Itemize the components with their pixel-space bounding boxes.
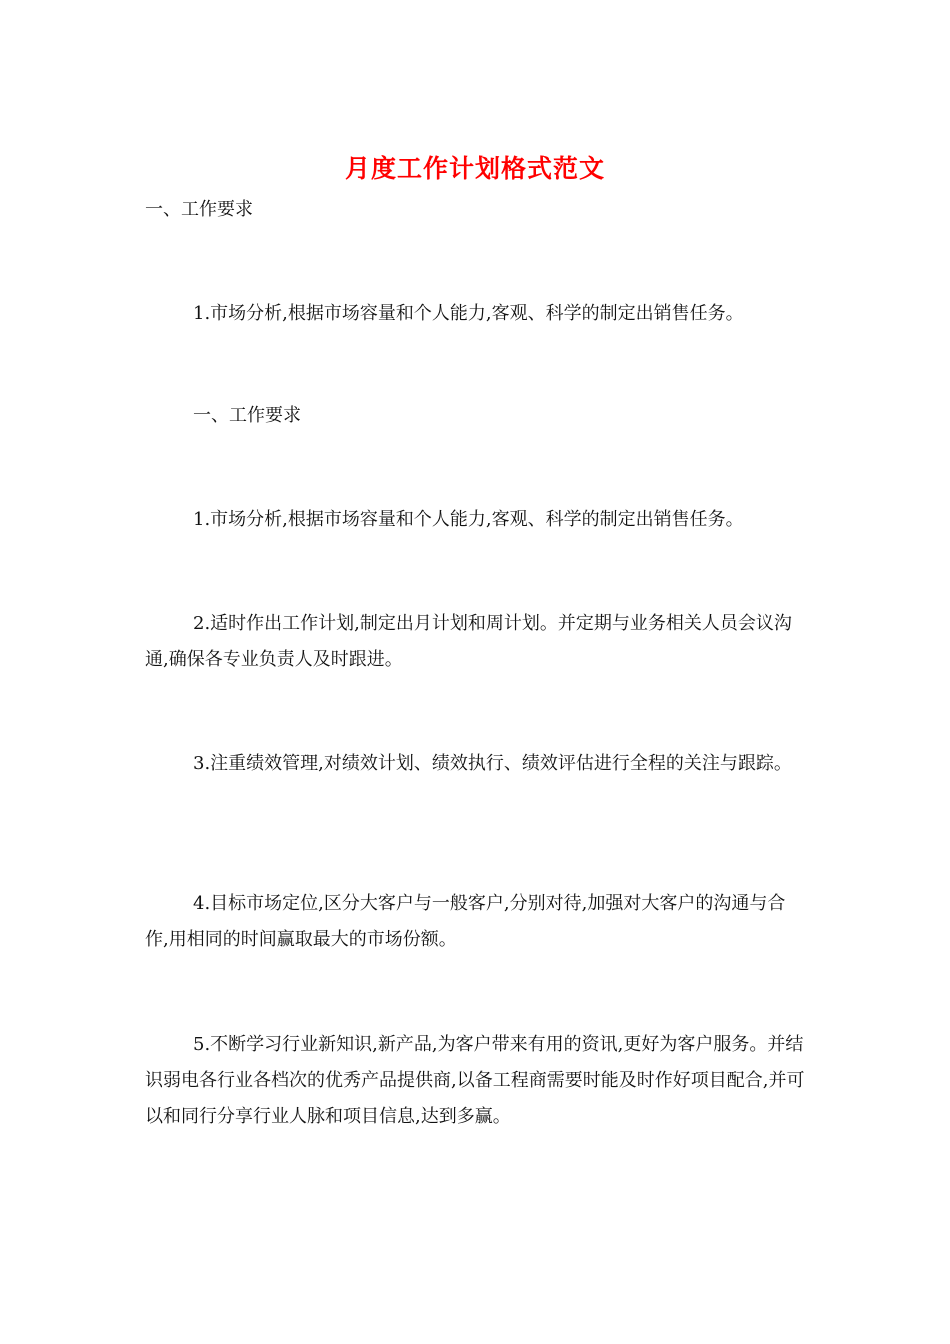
document-title: 月度工作计划格式范文 (344, 154, 605, 183)
paragraph-3: 3.注重绩效管理,对绩效计划、绩效执行、绩效评估进行全程的关注与跟踪。 (193, 753, 792, 774)
paragraph-1-repeat: 1.市场分析,根据市场容量和个人能力,客观、科学的制定出销售任务。 (193, 509, 744, 530)
section-heading: 一、工作要求 (145, 199, 253, 220)
section-heading-repeat: 一、工作要求 (193, 405, 301, 426)
paragraph-4: 4.目标市场定位,区分大客户与一般客户,分别对待,加强对大客户的沟通与合作,用相同的时间赢取最大的市场份额。 (145, 893, 786, 950)
paragraph-1: 1.市场分析,根据市场容量和个人能力,客观、科学的制定出销售任务。 (193, 303, 744, 324)
paragraph-2: 2.适时作出工作计划,制定出月计划和周计划。并定期与业务相关人员会议沟通,确保各专业负责人及时跟进。 (145, 613, 792, 670)
paragraph-5: 5.不断学习行业新知识,新产品,为客户带来有用的资讯,更好为客户服务。并结识弱电各行业各档次的优秀产品提供商,以备工程商需要时能及时作好项目配合,并可以和同行分享行业人脉和项目信息,达到多赢。 (145, 1034, 805, 1127)
